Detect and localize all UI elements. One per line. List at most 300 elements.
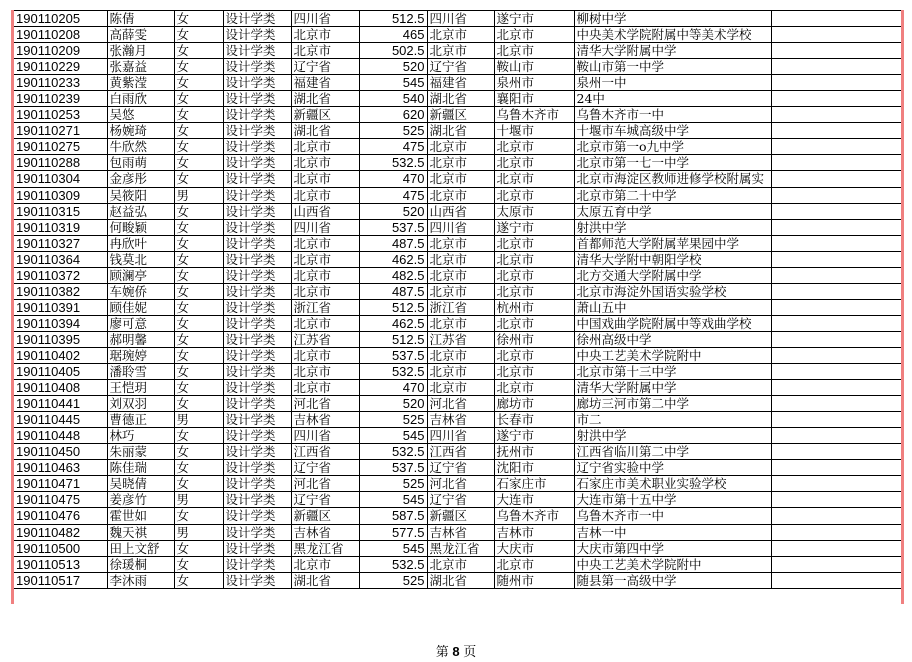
student-name-cell: 黄紫滢 — [107, 75, 174, 91]
score-cell: 502.5 — [359, 43, 427, 59]
empty-cell — [771, 524, 901, 540]
score-cell: 525 — [359, 476, 427, 492]
category-cell: 设计学类 — [223, 540, 291, 556]
empty-cell — [771, 283, 901, 299]
admission-list-table — [14, 10, 901, 589]
table-row — [14, 315, 901, 331]
page-footer — [0, 641, 912, 660]
student-id-cell: 190110253 — [14, 107, 107, 123]
student-id-cell: 190110441 — [14, 396, 107, 412]
student-id-cell: 190110482 — [14, 524, 107, 540]
school-cell: 徐州高级中学 — [574, 331, 771, 347]
exam-province-cell: 北京市 — [427, 267, 494, 283]
score-cell: 577.5 — [359, 524, 427, 540]
table-row — [14, 107, 901, 123]
empty-cell — [771, 219, 901, 235]
empty-cell — [771, 428, 901, 444]
category-cell: 设计学类 — [223, 75, 291, 91]
student-id-cell: 190110476 — [14, 508, 107, 524]
city-cell: 十堰市 — [494, 123, 574, 139]
student-name-cell: 吴晓倩 — [107, 476, 174, 492]
empty-cell — [771, 492, 901, 508]
province-cell: 四川省 — [291, 11, 359, 27]
student-name-cell: 廖可意 — [107, 315, 174, 331]
category-cell: 设计学类 — [223, 43, 291, 59]
exam-province-cell: 四川省 — [427, 11, 494, 27]
table-row — [14, 59, 901, 75]
empty-cell — [771, 476, 901, 492]
province-cell: 新疆区 — [291, 508, 359, 524]
city-cell: 泉州市 — [494, 75, 574, 91]
city-cell: 北京市 — [494, 27, 574, 43]
table-row — [14, 444, 901, 460]
category-cell: 设计学类 — [223, 347, 291, 363]
city-cell: 大庆市 — [494, 540, 574, 556]
exam-province-cell: 四川省 — [427, 219, 494, 235]
school-cell: 随县第一高级中学 — [574, 572, 771, 588]
exam-province-cell: 辽宁省 — [427, 492, 494, 508]
exam-province-cell: 北京市 — [427, 155, 494, 171]
city-cell: 北京市 — [494, 155, 574, 171]
exam-province-cell: 吉林省 — [427, 524, 494, 540]
score-cell: 537.5 — [359, 460, 427, 476]
exam-province-cell: 黑龙江省 — [427, 540, 494, 556]
student-id-cell: 190110319 — [14, 219, 107, 235]
city-cell: 北京市 — [494, 364, 574, 380]
gender-cell: 女 — [174, 11, 223, 27]
school-cell: 北京市海淀区教师进修学校附属实 — [574, 171, 771, 187]
score-cell: 512.5 — [359, 299, 427, 315]
school-cell: 大庆市第四中学 — [574, 540, 771, 556]
gender-cell: 男 — [174, 492, 223, 508]
student-name-cell: 潘聆雪 — [107, 364, 174, 380]
gender-cell: 女 — [174, 139, 223, 155]
gender-cell: 女 — [174, 540, 223, 556]
student-id-cell: 190110271 — [14, 123, 107, 139]
empty-cell — [771, 187, 901, 203]
score-cell: 525 — [359, 412, 427, 428]
table-row — [14, 139, 901, 155]
student-name-cell: 金彦彤 — [107, 171, 174, 187]
city-cell: 大连市 — [494, 492, 574, 508]
student-name-cell: 包雨萌 — [107, 155, 174, 171]
category-cell: 设计学类 — [223, 251, 291, 267]
gender-cell: 女 — [174, 59, 223, 75]
category-cell: 设计学类 — [223, 171, 291, 187]
empty-cell — [771, 139, 901, 155]
gender-cell: 女 — [174, 380, 223, 396]
empty-cell — [771, 347, 901, 363]
province-cell: 河北省 — [291, 476, 359, 492]
school-cell: 太原五育中学 — [574, 203, 771, 219]
student-id-cell: 190110239 — [14, 91, 107, 107]
student-name-cell: 李沐雨 — [107, 572, 174, 588]
category-cell: 设计学类 — [223, 412, 291, 428]
gender-cell: 女 — [174, 203, 223, 219]
table-row — [14, 364, 901, 380]
school-cell: 十堰市车城高级中学 — [574, 123, 771, 139]
exam-province-cell: 新疆区 — [427, 107, 494, 123]
empty-cell — [771, 171, 901, 187]
student-name-cell: 杨婉琦 — [107, 123, 174, 139]
table-row — [14, 267, 901, 283]
province-cell: 北京市 — [291, 171, 359, 187]
table-row — [14, 572, 901, 588]
score-cell: 545 — [359, 492, 427, 508]
city-cell: 北京市 — [494, 267, 574, 283]
province-cell: 吉林省 — [291, 412, 359, 428]
gender-cell: 女 — [174, 27, 223, 43]
score-cell: 620 — [359, 107, 427, 123]
school-cell: 中央美术学院附属中等美术学校 — [574, 27, 771, 43]
gender-cell: 女 — [174, 347, 223, 363]
gender-cell: 男 — [174, 412, 223, 428]
school-cell: 北京市第二十中学 — [574, 187, 771, 203]
table-row — [14, 412, 901, 428]
student-id-cell: 190110500 — [14, 540, 107, 556]
gender-cell: 女 — [174, 43, 223, 59]
gender-cell: 女 — [174, 235, 223, 251]
student-id-cell: 190110275 — [14, 139, 107, 155]
gender-cell: 女 — [174, 299, 223, 315]
gender-cell: 女 — [174, 460, 223, 476]
category-cell: 设计学类 — [223, 476, 291, 492]
empty-cell — [771, 251, 901, 267]
student-name-cell: 牛欣然 — [107, 139, 174, 155]
city-cell: 北京市 — [494, 556, 574, 572]
city-cell: 北京市 — [494, 380, 574, 396]
student-id-cell: 190110229 — [14, 59, 107, 75]
student-id-cell: 190110209 — [14, 43, 107, 59]
exam-province-cell: 北京市 — [427, 364, 494, 380]
category-cell: 设计学类 — [223, 396, 291, 412]
province-cell: 北京市 — [291, 283, 359, 299]
student-name-cell: 徐瑗桐 — [107, 556, 174, 572]
city-cell: 乌鲁木齐市 — [494, 508, 574, 524]
score-cell: 540 — [359, 91, 427, 107]
gender-cell: 女 — [174, 364, 223, 380]
student-id-cell: 190110448 — [14, 428, 107, 444]
province-cell: 北京市 — [291, 235, 359, 251]
school-cell: 清华大学附中朝阳学校 — [574, 251, 771, 267]
category-cell: 设计学类 — [223, 492, 291, 508]
province-cell: 吉林省 — [291, 524, 359, 540]
exam-province-cell: 北京市 — [427, 139, 494, 155]
score-cell: 487.5 — [359, 283, 427, 299]
gender-cell: 女 — [174, 508, 223, 524]
gender-cell: 女 — [174, 75, 223, 91]
empty-cell — [771, 203, 901, 219]
student-name-cell: 顾佳妮 — [107, 299, 174, 315]
table-row — [14, 219, 901, 235]
province-cell: 北京市 — [291, 364, 359, 380]
province-cell: 北京市 — [291, 556, 359, 572]
score-cell: 470 — [359, 171, 427, 187]
score-cell: 532.5 — [359, 444, 427, 460]
gender-cell: 女 — [174, 91, 223, 107]
province-cell: 北京市 — [291, 315, 359, 331]
table-row — [14, 251, 901, 267]
category-cell: 设计学类 — [223, 59, 291, 75]
empty-cell — [771, 556, 901, 572]
empty-cell — [771, 364, 901, 380]
table-row — [14, 27, 901, 43]
student-name-cell: 陈倩 — [107, 11, 174, 27]
province-cell: 黑龙江省 — [291, 540, 359, 556]
exam-province-cell: 北京市 — [427, 251, 494, 267]
province-cell: 湖北省 — [291, 572, 359, 588]
province-cell: 北京市 — [291, 27, 359, 43]
table-row — [14, 91, 901, 107]
category-cell: 设计学类 — [223, 380, 291, 396]
school-cell: 泉州一中 — [574, 75, 771, 91]
table-row — [14, 508, 901, 524]
page-suffix: 页 — [463, 645, 477, 660]
table-row — [14, 123, 901, 139]
exam-province-cell: 北京市 — [427, 380, 494, 396]
category-cell: 设计学类 — [223, 524, 291, 540]
student-name-cell: 顾澜亭 — [107, 267, 174, 283]
school-cell: 北京市第十三中学 — [574, 364, 771, 380]
student-id-cell: 190110445 — [14, 412, 107, 428]
table-row — [14, 283, 901, 299]
category-cell: 设计学类 — [223, 203, 291, 219]
city-cell: 北京市 — [494, 235, 574, 251]
gender-cell: 女 — [174, 123, 223, 139]
city-cell: 徐州市 — [494, 331, 574, 347]
city-cell: 石家庄市 — [494, 476, 574, 492]
empty-cell — [771, 396, 901, 412]
city-cell: 北京市 — [494, 315, 574, 331]
student-name-cell: 陈佳瑞 — [107, 460, 174, 476]
empty-cell — [771, 123, 901, 139]
score-cell: 487.5 — [359, 235, 427, 251]
school-cell: 北京市第一o九中学 — [574, 139, 771, 155]
province-cell: 北京市 — [291, 251, 359, 267]
school-cell: 清华大学附属中学 — [574, 43, 771, 59]
exam-province-cell: 河北省 — [427, 476, 494, 492]
table-row — [14, 299, 901, 315]
category-cell: 设计学类 — [223, 267, 291, 283]
exam-province-cell: 四川省 — [427, 428, 494, 444]
score-cell: 532.5 — [359, 556, 427, 572]
gender-cell: 女 — [174, 556, 223, 572]
student-id-cell: 190110327 — [14, 235, 107, 251]
city-cell: 遂宁市 — [494, 219, 574, 235]
student-name-cell: 姜彦竹 — [107, 492, 174, 508]
score-cell: 470 — [359, 380, 427, 396]
school-cell: 大连市第十五中学 — [574, 492, 771, 508]
category-cell: 设计学类 — [223, 123, 291, 139]
score-cell: 482.5 — [359, 267, 427, 283]
student-id-cell: 190110471 — [14, 476, 107, 492]
empty-cell — [771, 43, 901, 59]
gender-cell: 女 — [174, 572, 223, 588]
category-cell: 设计学类 — [223, 219, 291, 235]
category-cell: 设计学类 — [223, 556, 291, 572]
empty-cell — [771, 508, 901, 524]
province-cell: 北京市 — [291, 380, 359, 396]
empty-cell — [771, 27, 901, 43]
school-cell: 吉林一中 — [574, 524, 771, 540]
table-row — [14, 540, 901, 556]
gender-cell: 男 — [174, 524, 223, 540]
province-cell: 新疆区 — [291, 107, 359, 123]
school-cell: 柳树中学 — [574, 11, 771, 27]
school-cell: 首都师范大学附属苹果园中学 — [574, 235, 771, 251]
city-cell: 随州市 — [494, 572, 574, 588]
category-cell: 设计学类 — [223, 11, 291, 27]
city-cell: 沈阳市 — [494, 460, 574, 476]
empty-cell — [771, 107, 901, 123]
gender-cell: 女 — [174, 428, 223, 444]
province-cell: 北京市 — [291, 155, 359, 171]
right-margin-bar — [901, 10, 904, 604]
school-cell: 江西省临川第二中学 — [574, 444, 771, 460]
exam-province-cell: 新疆区 — [427, 508, 494, 524]
score-cell: 525 — [359, 572, 427, 588]
exam-province-cell: 山西省 — [427, 203, 494, 219]
school-cell: 中国戏曲学院附属中等戏曲学校 — [574, 315, 771, 331]
province-cell: 辽宁省 — [291, 492, 359, 508]
score-cell: 512.5 — [359, 11, 427, 27]
student-id-cell: 190110372 — [14, 267, 107, 283]
score-cell: 537.5 — [359, 219, 427, 235]
school-cell: 射洪中学 — [574, 428, 771, 444]
student-name-cell: 郝明馨 — [107, 331, 174, 347]
exam-province-cell: 湖北省 — [427, 572, 494, 588]
city-cell: 遂宁市 — [494, 11, 574, 27]
student-id-cell: 190110402 — [14, 347, 107, 363]
exam-province-cell: 江苏省 — [427, 331, 494, 347]
empty-cell — [771, 91, 901, 107]
school-cell: 廊坊三河市第二中学 — [574, 396, 771, 412]
student-name-cell: 高薛雯 — [107, 27, 174, 43]
table-row — [14, 428, 901, 444]
student-id-cell: 190110463 — [14, 460, 107, 476]
student-id-cell: 190110391 — [14, 299, 107, 315]
table-row — [14, 524, 901, 540]
province-cell: 河北省 — [291, 396, 359, 412]
student-name-cell: 琚琬婷 — [107, 347, 174, 363]
province-cell: 辽宁省 — [291, 460, 359, 476]
score-cell: 587.5 — [359, 508, 427, 524]
city-cell: 北京市 — [494, 347, 574, 363]
exam-province-cell: 北京市 — [427, 283, 494, 299]
table-row — [14, 43, 901, 59]
table-row — [14, 476, 901, 492]
exam-province-cell: 湖北省 — [427, 123, 494, 139]
student-name-cell: 吴悠 — [107, 107, 174, 123]
province-cell: 四川省 — [291, 428, 359, 444]
student-id-cell: 190110475 — [14, 492, 107, 508]
table-row — [14, 556, 901, 572]
gender-cell: 男 — [174, 187, 223, 203]
student-id-cell: 190110405 — [14, 364, 107, 380]
exam-province-cell: 北京市 — [427, 235, 494, 251]
table-row — [14, 492, 901, 508]
student-name-cell: 吴筱阳 — [107, 187, 174, 203]
category-cell: 设计学类 — [223, 155, 291, 171]
table-row — [14, 155, 901, 171]
empty-cell — [771, 75, 901, 91]
empty-cell — [771, 444, 901, 460]
category-cell: 设计学类 — [223, 235, 291, 251]
empty-cell — [771, 572, 901, 588]
score-cell: 532.5 — [359, 364, 427, 380]
province-cell: 山西省 — [291, 203, 359, 219]
empty-cell — [771, 380, 901, 396]
empty-cell — [771, 315, 901, 331]
school-cell: 中央工艺美术学院附中 — [574, 556, 771, 572]
school-cell: 市二 — [574, 412, 771, 428]
table-row — [14, 75, 901, 91]
student-id-cell: 190110513 — [14, 556, 107, 572]
category-cell: 设计学类 — [223, 139, 291, 155]
city-cell: 襄阳市 — [494, 91, 574, 107]
gender-cell: 女 — [174, 396, 223, 412]
school-cell: 鞍山市第一中学 — [574, 59, 771, 75]
student-name-cell: 钱莫北 — [107, 251, 174, 267]
exam-province-cell: 福建省 — [427, 75, 494, 91]
table-body — [14, 11, 901, 589]
score-cell: 520 — [359, 203, 427, 219]
city-cell: 乌鲁木齐市 — [494, 107, 574, 123]
student-id-cell: 190110304 — [14, 171, 107, 187]
province-cell: 湖北省 — [291, 123, 359, 139]
score-cell: 545 — [359, 428, 427, 444]
province-cell: 北京市 — [291, 139, 359, 155]
province-cell: 北京市 — [291, 267, 359, 283]
empty-cell — [771, 412, 901, 428]
city-cell: 北京市 — [494, 187, 574, 203]
table-row — [14, 203, 901, 219]
province-cell: 辽宁省 — [291, 59, 359, 75]
score-cell: 465 — [359, 27, 427, 43]
student-id-cell: 190110395 — [14, 331, 107, 347]
exam-province-cell: 河北省 — [427, 396, 494, 412]
school-cell: 北京市海淀外国语实验学校 — [574, 283, 771, 299]
category-cell: 设计学类 — [223, 91, 291, 107]
exam-province-cell: 江西省 — [427, 444, 494, 460]
student-name-cell: 张瀚月 — [107, 43, 174, 59]
empty-cell — [771, 155, 901, 171]
city-cell: 北京市 — [494, 251, 574, 267]
gender-cell: 女 — [174, 155, 223, 171]
province-cell: 北京市 — [291, 43, 359, 59]
score-cell: 532.5 — [359, 155, 427, 171]
score-cell: 545 — [359, 540, 427, 556]
category-cell: 设计学类 — [223, 460, 291, 476]
exam-province-cell: 北京市 — [427, 43, 494, 59]
province-cell: 江苏省 — [291, 331, 359, 347]
city-cell: 吉林市 — [494, 524, 574, 540]
student-id-cell: 190110408 — [14, 380, 107, 396]
school-cell: 射洪中学 — [574, 219, 771, 235]
province-cell: 北京市 — [291, 347, 359, 363]
student-id-cell: 190110450 — [14, 444, 107, 460]
score-cell: 475 — [359, 139, 427, 155]
score-cell: 520 — [359, 59, 427, 75]
school-cell: 乌鲁木齐市一中 — [574, 508, 771, 524]
table-row — [14, 460, 901, 476]
student-name-cell: 田上文舒 — [107, 540, 174, 556]
student-name-cell: 曹德正 — [107, 412, 174, 428]
student-id-cell: 190110517 — [14, 572, 107, 588]
gender-cell: 女 — [174, 251, 223, 267]
category-cell: 设计学类 — [223, 27, 291, 43]
category-cell: 设计学类 — [223, 299, 291, 315]
